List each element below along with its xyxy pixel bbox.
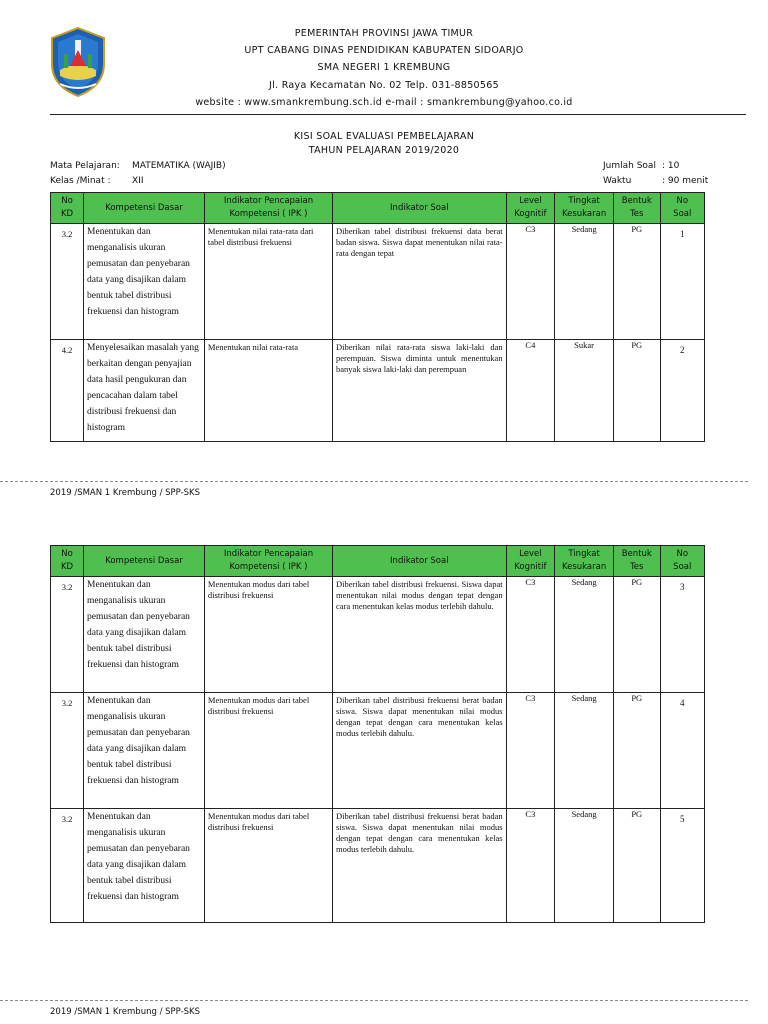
class-value: XII [132, 176, 144, 186]
col-header-level: Level Kognitif [506, 193, 555, 224]
col-header-tingkat: Tingkat Kesukaran [555, 193, 614, 224]
col-header-indikator: Indikator Soal [333, 546, 507, 577]
letterhead-divider [50, 114, 746, 115]
cell-kd: Menentukan dan menganalisis ukuran pemusatan dan penyebaran data yang disajikan dalam bentuk tabel distribusi frekuensi dan histogram [84, 693, 205, 809]
page-break-divider [0, 481, 748, 482]
cell-tingkat: Sedang [555, 809, 614, 923]
cell-kd: Menentukan dan menganalisis ukuran pemusatan dan penyebaran data yang disajikan dalam bentuk tabel distribusi frekuensi dan histogram [84, 577, 205, 693]
cell-level: C4 [506, 340, 555, 442]
cell-no-kd: 3.2 [51, 577, 84, 693]
time-label: Waktu [603, 176, 632, 186]
col-header-no-soal: No Soal [660, 546, 704, 577]
letterhead-line-5: website : www.smankrembung.sch.id e-mail : smankrembung@yahoo.co.id [195, 97, 573, 108]
cell-ipk: Menentukan modus dari tabel distribusi frekuensi [204, 809, 332, 923]
cell-ipk: Menentukan nilai rata-rata [204, 340, 332, 442]
col-header-bentuk: Bentuk Tes [614, 546, 660, 577]
kisi-table-page-2 [50, 545, 705, 923]
cell-bentuk: PG [614, 340, 660, 442]
letterhead-line-2: UPT CABANG DINAS PENDIDIKAN KABUPATEN SIDOARJO [244, 45, 524, 56]
page-footer-2: 2019 /SMAN 1 Krembung / SPP-SKS [50, 1007, 201, 1017]
cell-level: C3 [506, 577, 555, 693]
col-header-tingkat: Tingkat Kesukaran [555, 546, 614, 577]
col-header-ipk: Indikator Pencapaian Kompetensi ( IPK ) [204, 546, 332, 577]
page-footer-1: 2019 /SMAN 1 Krembung / SPP-SKS [50, 488, 201, 498]
question-count-label: Jumlah Soal [603, 161, 656, 171]
col-header-no-kd: No KD [51, 193, 84, 224]
cell-tingkat: Sedang [555, 577, 614, 693]
cell-indikator: Diberikan tabel distribusi frekuensi berat badan siswa. Siswa dapat menentukan nilai modus dengan tepat dengan cara menentukan kelas modus terlebih dahulu. [333, 693, 507, 809]
cell-no-soal: 2 [660, 340, 704, 442]
letterhead-line-4: Jl. Raya Kecamatan No. 02 Telp. 031-8850565 [269, 80, 499, 91]
cell-bentuk: PG [614, 809, 660, 923]
table-header-row [51, 193, 705, 224]
cell-tingkat: Sedang [555, 693, 614, 809]
cell-kd: Menyelesaikan masalah yang berkaitan dengan penyajian data hasil pengukuran dan pencacahan dalam tabel distribusi frekuensi dan histogram [84, 340, 205, 442]
page-break-divider [0, 1000, 748, 1001]
cell-no-kd: 3.2 [51, 809, 84, 923]
subject-label: Mata Pelajaran: [50, 161, 120, 171]
cell-no-kd: 3.2 [51, 693, 84, 809]
cell-no-soal: 3 [660, 577, 704, 693]
table-row [51, 224, 705, 340]
table-row [51, 693, 705, 809]
col-header-no-kd: No KD [51, 546, 84, 577]
doc-title-line-1: KISI SOAL EVALUASI PEMBELAJARAN [293, 131, 475, 142]
cell-bentuk: PG [614, 224, 660, 340]
kisi-table-page-1 [50, 192, 705, 442]
col-header-kd: Kompetensi Dasar [84, 546, 205, 577]
table-row [51, 809, 705, 923]
cell-ipk: Menentukan modus dari tabel distribusi frekuensi [204, 693, 332, 809]
cell-bentuk: PG [614, 577, 660, 693]
cell-no-kd: 4.2 [51, 340, 84, 442]
cell-level: C3 [506, 809, 555, 923]
cell-indikator: Diberikan tabel distribusi frekuensi berat badan siswa. Siswa dapat menentukan nilai modus dengan tepat dengan cara menentukan kelas modus terlebih dahulu. [333, 809, 507, 923]
cell-ipk: Menentukan nilai rata-rata dari tabel distribusi frekuensi [204, 224, 332, 340]
cell-kd: Menentukan dan menganalisis ukuran pemusatan dan penyebaran data yang disajikan dalam bentuk tabel distribusi frekuensi dan histogram [84, 809, 205, 923]
cell-indikator: Diberikan tabel distribusi frekuensi. Siswa dapat menentukan nilai modus dengan tepat dengan cara menentukan kelas modus terlebih dahulu. [333, 577, 507, 693]
col-header-bentuk: Bentuk Tes [614, 193, 660, 224]
cell-no-soal: 4 [660, 693, 704, 809]
cell-indikator: Diberikan nilai rata-rata siswa laki-laki dan perempuan. Siswa diminta untuk menentukan banyak siswa laki-laki dan perempuan [333, 340, 507, 442]
col-header-level: Level Kognitif [506, 546, 555, 577]
cell-no-soal: 5 [660, 809, 704, 923]
class-label: Kelas /Minat : [50, 176, 111, 186]
time-value: : 90 menit [662, 176, 709, 186]
table-header-row [51, 546, 705, 577]
cell-kd: Menentukan dan menganalisis ukuran pemusatan dan penyebaran data yang disajikan dalam bentuk tabel distribusi frekuensi dan histogram [84, 224, 205, 340]
cell-no-kd: 3.2 [51, 224, 84, 340]
table-row [51, 577, 705, 693]
col-header-kd: Kompetensi Dasar [84, 193, 205, 224]
cell-bentuk: PG [614, 693, 660, 809]
question-count-value: : 10 [662, 161, 680, 171]
letterhead-line-3: SMA NEGERI 1 KREMBUNG [317, 62, 451, 73]
cell-level: C3 [506, 693, 555, 809]
table-row [51, 340, 705, 442]
cell-no-soal: 1 [660, 224, 704, 340]
cell-tingkat: Sukar [555, 340, 614, 442]
col-header-no-soal: No Soal [660, 193, 704, 224]
cell-tingkat: Sedang [555, 224, 614, 340]
cell-ipk: Menentukan modus dari tabel distribusi frekuensi [204, 577, 332, 693]
cell-level: C3 [506, 224, 555, 340]
cell-indikator: Diberikan tabel distribusi frekuensi data berat badan siswa. Siswa dapat menentukan nilai rata-rata dengan tepat [333, 224, 507, 340]
doc-title-line-2: TAHUN PELAJARAN 2019/2020 [308, 145, 460, 156]
subject-value: MATEMATIKA (WAJIB) [132, 161, 226, 171]
letterhead-line-1: PEMERINTAH PROVINSI JAWA TIMUR [294, 28, 474, 39]
col-header-indikator: Indikator Soal [333, 193, 507, 224]
col-header-ipk: Indikator Pencapaian Kompetensi ( IPK ) [204, 193, 332, 224]
